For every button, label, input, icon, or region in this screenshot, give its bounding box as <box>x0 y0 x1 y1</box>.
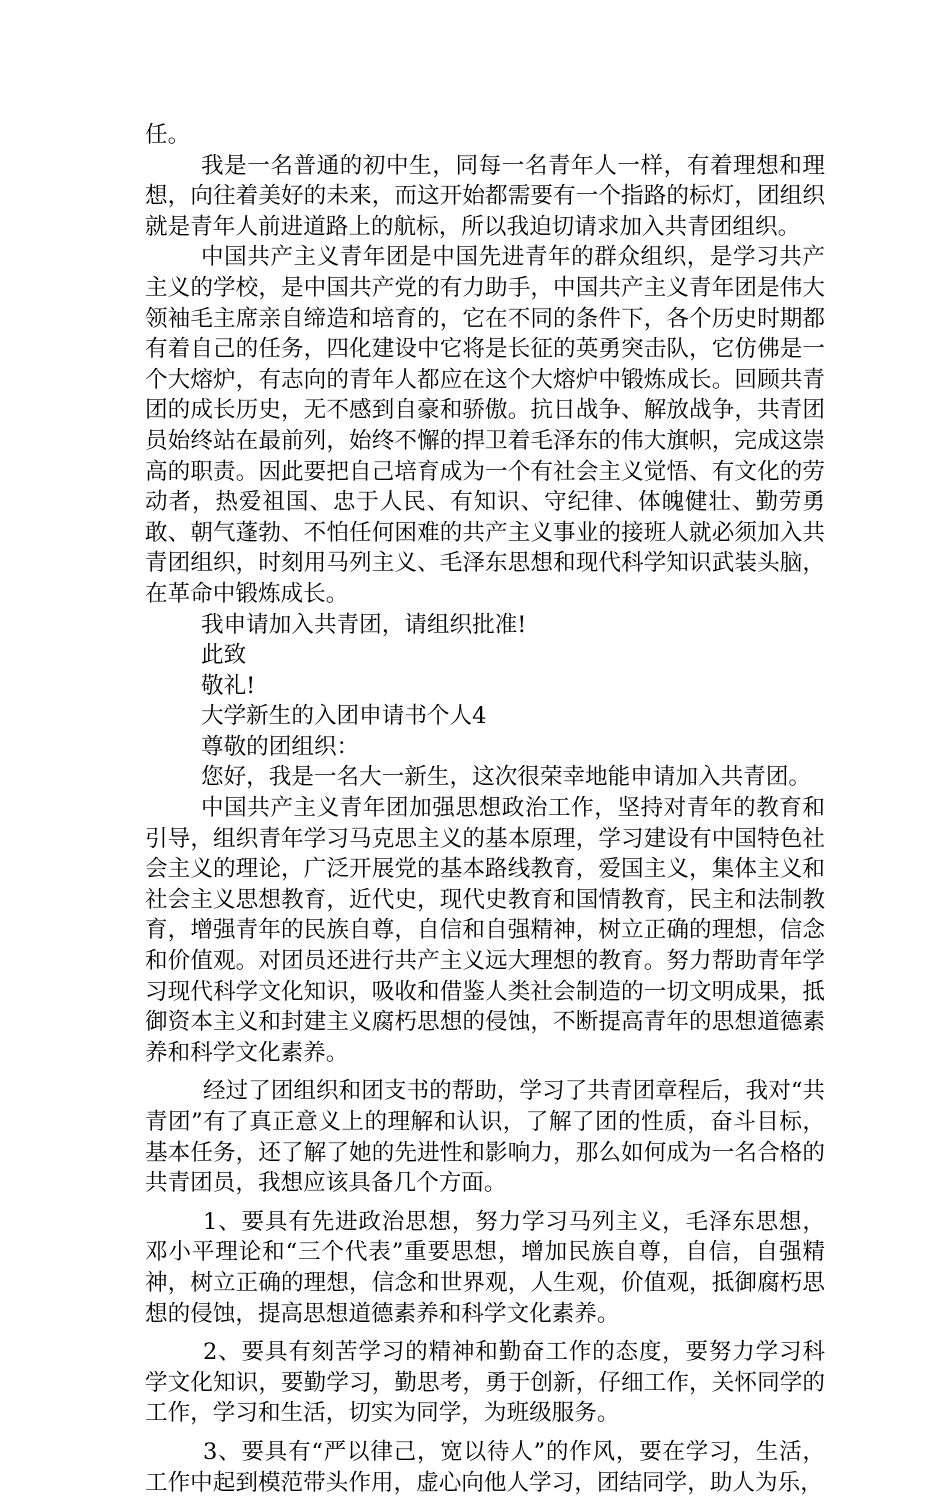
list-item: 3、要具有“严以律己，宽以待人”的作风，要在学习，生活，工作中起到模范带头作用，虚心向他人学习，团结同学，助人为乐， <box>145 1438 825 1496</box>
paragraph-continuation: 任。 <box>145 122 191 148</box>
document-page <box>145 120 825 1498</box>
list-item: 2、要具有刻苦学习的精神和勤奋工作的态度，要努力学习科学文化知识，要勤学习，勤思考，勇于创新，仔细工作，关怀同学的工作，学习和生活，切实为同学，为班级服务。 <box>145 1339 825 1427</box>
paragraph-intro: 我是一名普通的初中生，同每一名青年人一样，有着理想和理想，向往着美好的未来，而这开始都需要有一个指路的标灯，团组织就是青年人前进道路上的航标，所以我迫切请求加入共青团组织。 <box>145 152 825 240</box>
paragraph-youth-league: 中国共产主义青年团是中国先进青年的群众组织，是学习共产主义的学校，是中国共产党的有力助手，中国共产主义青年团是伟大领袖毛主席亲自缔造和培育的，它在不同的条件下，各个历史时期都有着自己的任务，四化建设中它将是长征的英勇突击队，它仿佛是一个大熔炉，有志向的青年人都应在这个大熔炉中锻炼成长。回顾共青团的成长历史，无不感到自豪和骄傲。抗日战争、解放战争，共青团员始终站在最前列，始终不懈的捍卫着毛泽东的伟大旗帜，完成这崇高的职责。因此要把自己培育成为一个有社会主义觉悟、有文化的劳动者，热爱祖国、忠于人民、有知识、守纪律、体魄健壮、勤劳勇敢、朝气蓬勃、不怕任何困难的共产主义事业的接班人就必须加入共青团组织，时刻用马列主义、毛泽东思想和现代科学知识武装头脑，在革命中锻炼成长。 <box>145 244 825 607</box>
greeting: 尊敬的团组织： <box>201 733 360 760</box>
list-item: 1、要具有先进政治思想，努力学习马列主义，毛泽东思想，邓小平理论和“三个代表”重要思想，增加民族自尊，自信，自强精神，树立正确的理想，信念和世界观，人生观，价值观，抵御腐朽思想的侵蚀，提高思想道德素养和科学文化素养。 <box>145 1208 825 1327</box>
closing-salutation: 此致 <box>201 642 247 669</box>
paragraph-understanding: 经过了团组织和团支书的帮助，学习了共青团章程后，我对“共青团”有了真正意义上的理解和认识，了解了团的性质，奋斗目标，基本任务，还了解了她的先进性和影响力，那么如何成为一名合格的共青团员，我想应该具备几个方面。 <box>145 1078 825 1197</box>
paragraph-league-work: 中国共产主义青年团加强思想政治工作，坚持对青年的教育和引导，组织青年学习马克思主义的基本原理，学习建设有中国特色社会主义的理论，广泛开展党的基本路线教育，爱国主义，集体主义和社会主义思想教育，近代史，现代史教育和国情教育，民主和法制教育，增强青年的民族自尊，自信和自强精神，树立正确的理想，信念和价值观。对团员还进行共产主义远大理想的教育。努力帮助青年学习现代科学文化知识，吸收和借鉴人类社会制造的一切文明成果，抵御资本主义和封建主义腐朽思想的侵蚀，不断提高青年的思想道德素养和科学文化素养。 <box>145 795 825 1066</box>
paragraph-hello: 您好，我是一名大一新生，这次很荣幸地能申请加入共青团。 <box>201 764 812 791</box>
section-title: 大学新生的入团申请书个人4 <box>201 703 487 730</box>
closing-regards: 敬礼! <box>201 672 256 699</box>
paragraph-request: 我申请加入共青团，请组织批准! <box>201 611 527 638</box>
